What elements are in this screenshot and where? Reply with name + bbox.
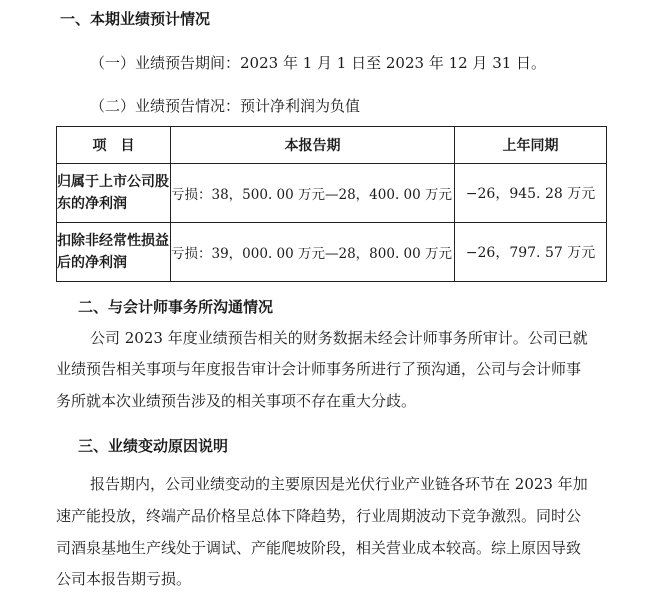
section-2-title: 二、与会计师事务所沟通情况 — [78, 298, 274, 316]
row-item-label: 扣除非经常性损益后的净利润 — [57, 223, 171, 282]
row-previous-value: −26，945. 28 万元 — [455, 164, 607, 223]
table-row — [57, 223, 607, 282]
paragraph-line: 务所就本次业绩预告涉及的相关事项不存在重大分歧。 — [56, 392, 417, 410]
section-3-title: 三、业绩变动原因说明 — [78, 437, 229, 455]
paragraph-line: 速产能投放，终端产品价格呈总体下降趋势，行业周期波动下竞争激烈。同时公 — [56, 507, 582, 525]
row-previous-value: −26，797. 57 万元 — [455, 223, 607, 282]
row-item-label: 归属于上市公司股东的净利润 — [57, 164, 171, 223]
header-current-period: 本报告期 — [171, 127, 455, 164]
forecast-table — [56, 126, 607, 282]
header-previous-period: 上年同期 — [455, 127, 607, 164]
row-current-value: 亏损：38，500. 00 万元—28，400. 00 万元 — [171, 164, 455, 223]
section-1-title: 一、本期业绩预计情况 — [60, 10, 211, 28]
paragraph-line: 司酒泉基地生产线处于调试、产能爬坡阶段，相关营业成本较高。综上原因导致 — [56, 539, 582, 557]
paragraph-line: 公司本报告期亏损。 — [56, 570, 192, 588]
paragraph-line: 业绩预告相关事项与年度报告审计会计师事务所进行了预沟通，公司与会计师事 — [56, 360, 582, 378]
forecast-status: （二）业绩预告情况：预计净利润为负值 — [90, 97, 361, 115]
table-header-row — [57, 127, 607, 164]
header-item: 项 目 — [57, 127, 171, 164]
paragraph-line: 公司 2023 年度业绩预告相关的财务数据未经会计师事务所审计。公司已就 — [90, 329, 588, 347]
forecast-period: （一）业绩预告期间：2023 年 1 月 1 日至 2023 年 12 月 31 日。 — [90, 54, 547, 72]
row-current-value: 亏损：39，000. 00 万元—28，800. 00 万元 — [171, 223, 455, 282]
paragraph-line: 报告期内，公司业绩变动的主要原因是光伏行业产业链各环节在 2023 年加 — [90, 475, 588, 493]
table-row — [57, 164, 607, 223]
